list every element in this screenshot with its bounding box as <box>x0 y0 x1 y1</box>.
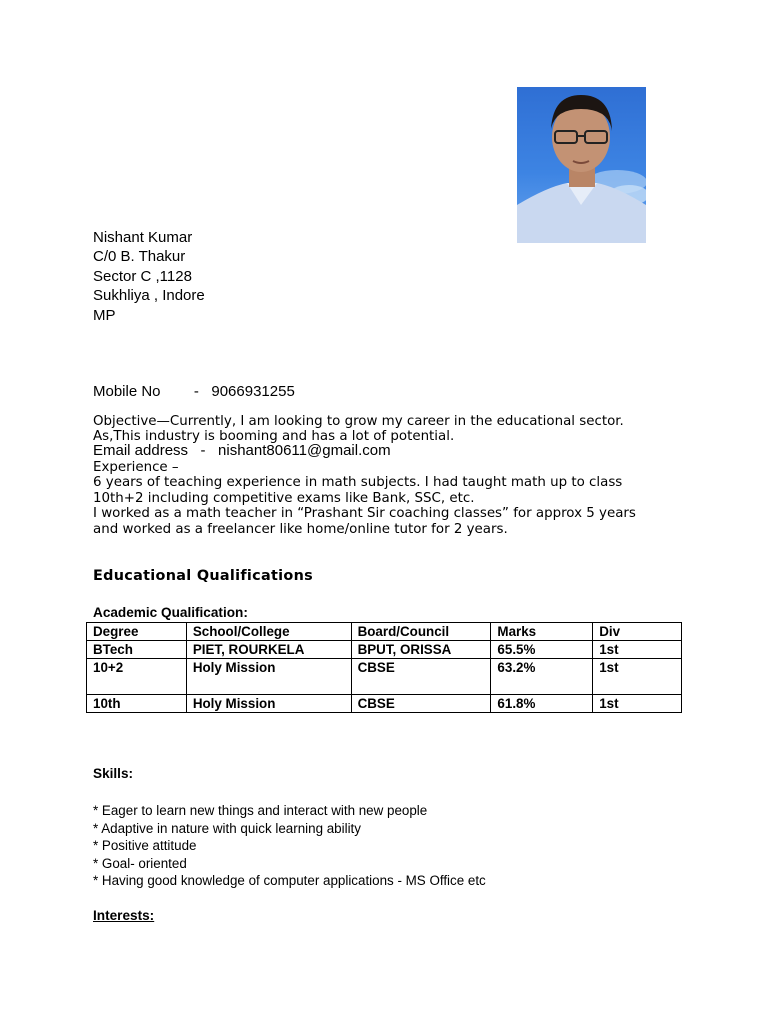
academic-subtitle: Academic Qualification: <box>93 605 248 620</box>
table-cell: 65.5% <box>491 641 593 659</box>
table-row <box>87 695 682 713</box>
list-item: * Adaptive in nature with quick learning ability <box>93 820 361 836</box>
mobile-number: Mobile No - 9066931255 <box>93 383 295 401</box>
experience-heading: Experience – <box>93 460 179 475</box>
table-cell: 63.2% <box>491 659 593 695</box>
qualification-table <box>86 622 682 713</box>
table-cell: Holy Mission <box>186 695 351 713</box>
table-cell: 1st <box>593 641 682 659</box>
table-cell: 1st <box>593 659 682 695</box>
table-cell: 61.8% <box>491 695 593 713</box>
header-cell: Board/Council <box>351 623 491 641</box>
header-cell: School/College <box>186 623 351 641</box>
header-cell: Degree <box>87 623 187 641</box>
profile-photo <box>517 87 646 243</box>
address-line: MP <box>93 306 116 324</box>
address-line: Sector C ,1128 <box>93 267 192 285</box>
experience-line: 10th+2 including competitive exams like Bank, SSC, etc. <box>93 490 475 506</box>
table-cell: 10+2 <box>87 659 187 695</box>
list-item: * Goal- oriented <box>93 855 187 871</box>
education-title: Educational Qualifications <box>93 568 314 584</box>
interests-title: Interests: <box>93 908 155 923</box>
table-cell: CBSE <box>351 659 491 695</box>
applicant-name: Nishant Kumar <box>93 229 193 246</box>
address-block <box>93 228 205 325</box>
experience-line: 6 years of teaching experience in math subjects. I had taught math up to class <box>93 475 623 491</box>
objective-line: As,This industry is booming and has a lot of potential. <box>93 429 455 445</box>
table-cell: PIET, ROURKELA <box>186 641 351 659</box>
person-portrait-icon <box>517 87 646 243</box>
table-cell: 10th <box>87 695 187 713</box>
header-cell: Marks <box>491 623 593 641</box>
skills-list <box>93 802 486 890</box>
list-item: * Eager to learn new things and interact with new people <box>93 803 428 818</box>
experience-section <box>93 460 713 537</box>
table-cell: BPUT, ORISSA <box>351 641 491 659</box>
table-cell: BTech <box>87 641 187 659</box>
experience-line: I worked as a math teacher in “Prashant Sir coaching classes” for approx 5 years <box>93 506 636 522</box>
table-cell: Holy Mission <box>186 659 351 695</box>
experience-line: and worked as a freelancer like home/online tutor for 2 years. <box>93 521 508 537</box>
list-item: * Having good knowledge of computer applications - MS Office etc <box>93 873 486 889</box>
skills-title: Skills: <box>93 766 134 781</box>
table-cell: CBSE <box>351 695 491 713</box>
address-line: Sukhliya , Indore <box>93 287 205 305</box>
list-item: * Positive attitude <box>93 838 197 854</box>
address-line: C/0 B. Thakur <box>93 248 186 266</box>
table-row <box>87 659 682 695</box>
objective-line: Objective—Currently, I am looking to grow my career in the educational sector. <box>93 414 624 429</box>
table-row <box>87 641 682 659</box>
email-address: Email address - nishant80611@gmail.com <box>93 441 391 459</box>
table-cell: 1st <box>593 695 682 713</box>
header-cell: Div <box>593 623 682 641</box>
objective-section <box>93 414 713 445</box>
table-header-row <box>87 623 682 641</box>
